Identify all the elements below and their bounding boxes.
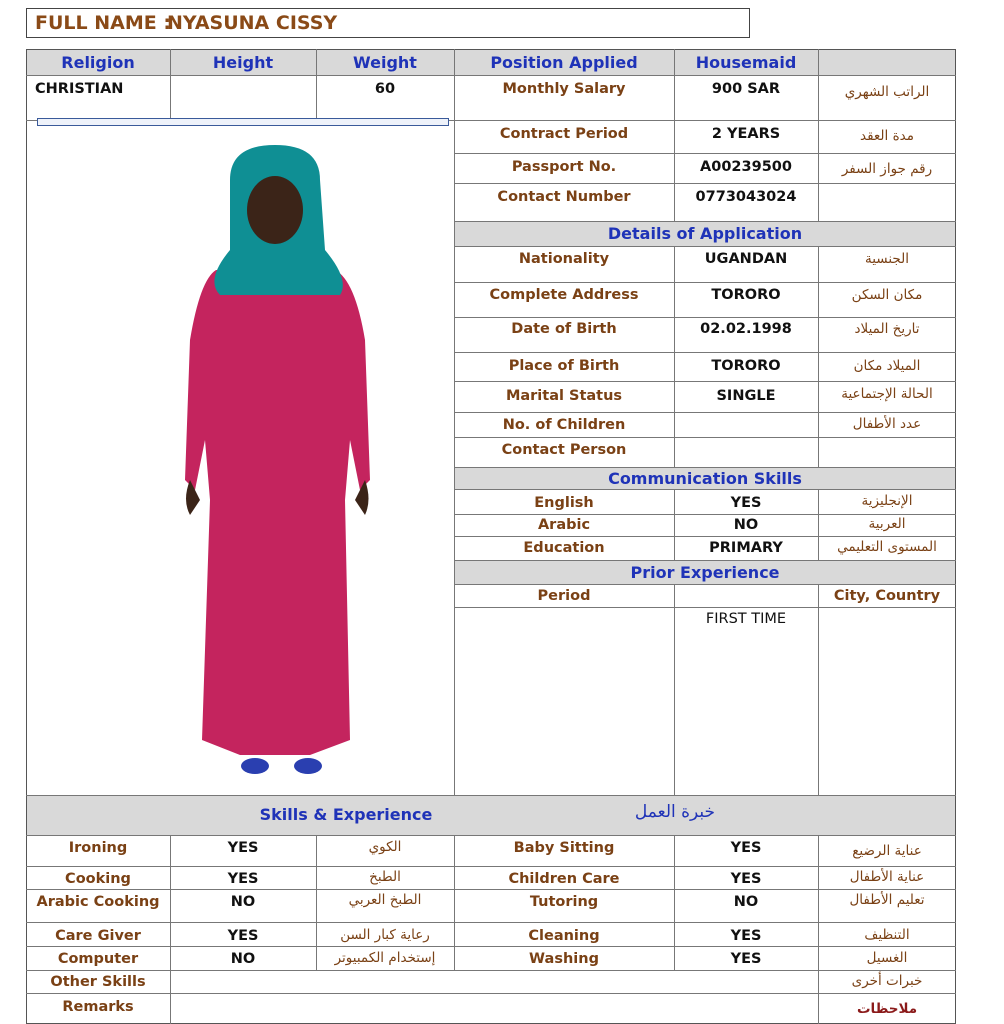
marital-label: Marital Status <box>505 388 623 404</box>
computer-value: NO <box>230 951 256 967</box>
full-name-box <box>26 8 750 38</box>
full-name-value: NYASUNA CISSY <box>167 12 338 34</box>
pob-label: Place of Birth <box>508 358 620 374</box>
children-arabic: عدد الأطفال <box>852 416 922 432</box>
children-care-value: YES <box>730 871 762 887</box>
skills-title-arabic: خبرة العمل <box>634 802 716 822</box>
pob-arabic: الميلاد مكان <box>853 358 921 374</box>
contact-number-value: 0773043024 <box>695 189 797 205</box>
education-label: Education <box>523 540 605 556</box>
skills-header-band <box>27 795 955 835</box>
period-label: Period <box>537 588 591 604</box>
passport-value: A00239500 <box>700 159 792 175</box>
dob-label: Date of Birth <box>511 321 617 337</box>
marital-value: SINGLE <box>716 388 776 404</box>
cleaning-value: YES <box>730 928 762 944</box>
english-arabic: الإنجليزية <box>861 493 913 509</box>
pob-value: TORORO <box>711 358 781 374</box>
baby-sitting-arabic: عناية الرضيع <box>852 843 922 859</box>
care-giver-label: Care Giver <box>55 928 141 944</box>
english-label: English <box>534 495 594 511</box>
tutoring-label: Tutoring <box>529 894 599 910</box>
skills-title: Skills & Experience <box>259 805 433 824</box>
height-header: Height <box>212 53 274 72</box>
contract-period-arabic: مدة العقد <box>860 128 914 144</box>
cooking-arabic: الطبخ <box>369 869 401 885</box>
address-arabic: مكان السكن <box>851 287 923 303</box>
full-name-label: FULL NAME : <box>35 12 171 34</box>
weight-value: 60 <box>374 81 396 97</box>
washing-arabic: الغسيل <box>866 950 908 966</box>
washing-label: Washing <box>529 951 599 967</box>
application-title: Details of Application <box>607 224 803 243</box>
arabic-cooking-arabic: الطبخ العربي <box>348 892 422 908</box>
cooking-label: Cooking <box>65 871 131 887</box>
ironing-value: YES <box>227 840 259 856</box>
experience-entry: FIRST TIME <box>705 611 787 627</box>
care-giver-value: YES <box>227 928 259 944</box>
washing-value: YES <box>730 951 762 967</box>
passport-arabic: رقم جواز السفر <box>841 161 933 177</box>
arabic-cooking-label: Arabic Cooking <box>36 894 160 910</box>
education-arabic: المستوى التعليمي <box>837 539 937 555</box>
other-skills-arabic: خبرات أخرى <box>851 973 923 989</box>
nationality-value: UGANDAN <box>704 251 788 267</box>
tutoring-value: NO <box>733 894 759 910</box>
care-giver-arabic: رعاية كبار السن <box>340 927 430 943</box>
computer-arabic: إستخدام الكمبيوتر <box>334 950 436 966</box>
arabic-cooking-value: NO <box>230 894 256 910</box>
communication-title: Communication Skills <box>608 469 802 488</box>
marital-arabic: الحالة الإجتماعية <box>841 386 933 402</box>
other-skills-label: Other Skills <box>50 974 146 990</box>
children-care-arabic: عناية الأطفال <box>849 869 925 885</box>
passport-label: Passport No. <box>511 159 617 175</box>
city-country-label: City, Country <box>833 588 941 604</box>
dob-value: 02.02.1998 <box>700 321 792 337</box>
position-applied-header: Position Applied <box>490 53 638 72</box>
position-value: Housemaid <box>695 53 797 72</box>
experience-title: Prior Experience <box>630 563 780 582</box>
contract-period-label: Contract Period <box>499 126 629 142</box>
remarks-label: Remarks <box>62 999 134 1015</box>
remarks-arabic: ملاحظات <box>856 1001 918 1017</box>
arabic-arabic: العربية <box>868 516 906 532</box>
address-value: TORORO <box>711 287 781 303</box>
cooking-value: YES <box>227 871 259 887</box>
cleaning-label: Cleaning <box>528 928 600 944</box>
cleaning-arabic: التنظيف <box>864 927 910 943</box>
english-value: YES <box>730 495 762 511</box>
monthly-salary-value: 900 SAR <box>711 81 781 97</box>
computer-label: Computer <box>57 951 139 967</box>
baby-sitting-label: Baby Sitting <box>513 840 615 856</box>
contact-person-label: Contact Person <box>501 442 627 458</box>
children-label: No. of Children <box>502 417 626 433</box>
applicant-photo <box>160 140 390 780</box>
ironing-label: Ironing <box>68 840 128 856</box>
contact-number-label: Contact Number <box>497 189 631 205</box>
monthly-salary-label: Monthly Salary <box>502 81 626 97</box>
photo-divider-bar <box>37 118 449 126</box>
contract-period-value: 2 YEARS <box>711 126 781 142</box>
religion-value: CHRISTIAN <box>35 81 124 97</box>
baby-sitting-value: YES <box>730 840 762 856</box>
address-label: Complete Address <box>489 287 639 303</box>
nationality-arabic: الجنسية <box>864 251 910 267</box>
children-care-label: Children Care <box>508 871 620 887</box>
education-value: PRIMARY <box>709 540 783 556</box>
ironing-arabic: الكوي <box>368 839 402 855</box>
nationality-label: Nationality <box>518 251 610 267</box>
tutoring-arabic: تعليم الأطفال <box>849 892 925 908</box>
monthly-salary-arabic: الراتب الشهري <box>844 84 930 100</box>
arabic-value: NO <box>733 517 759 533</box>
religion-header: Religion <box>61 53 135 72</box>
arabic-label: Arabic <box>537 517 591 533</box>
weight-header: Weight <box>353 53 417 72</box>
dob-arabic: تاريخ الميلاد <box>854 321 920 337</box>
